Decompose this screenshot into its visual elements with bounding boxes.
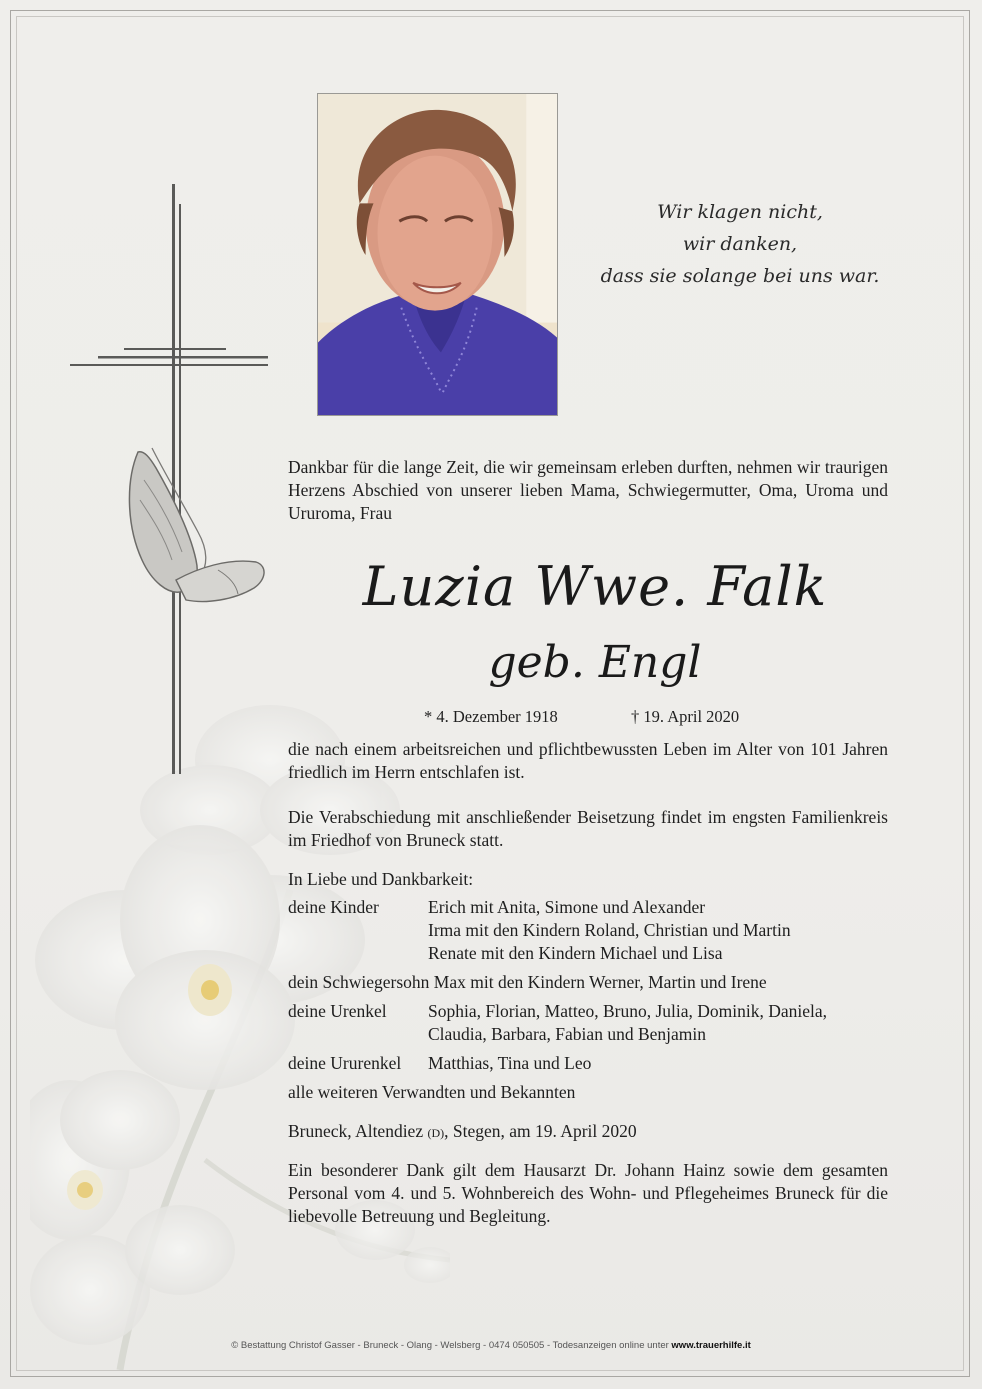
children-label: deine Kinder [288, 897, 379, 917]
deceased-name: Luzia Wwe. Falk [362, 555, 828, 618]
child-entry: Renate mit den Kindern Michael und Lisa [428, 943, 723, 963]
place-date-small: (D) [427, 1126, 445, 1140]
intro-text: Dankbar für die lange Zeit, die wir gemeinsam erleben durften, nehmen wir traurigen Herzens Abschied von unserer lieben Mama, Schwiegermutter, Oma, Uroma und Ururoma, Frau [288, 457, 888, 523]
quote-line: Wir klagen nicht, [657, 201, 823, 223]
passing-text: die nach einem arbeitsreichen und pflichtbewussten Leben im Alter von 101 Jahren friedlich im Herrn entschlafen ist. [288, 739, 888, 782]
place-date-after: , Stegen, am 19. April 2020 [444, 1121, 637, 1141]
child-entry: Erich mit Anita, Simone und Alexander [428, 897, 706, 917]
other-relatives-entry: alle weiteren Verwandten und Bekannten [288, 1082, 576, 1102]
birth-date: * 4. Dezember 1918 [424, 707, 558, 726]
quote-line: dass sie solange bei uns war. [600, 265, 880, 287]
great-grandchildren-entry: Sophia, Florian, Matteo, Bruno, Julia, Dominik, Daniela, [428, 1001, 828, 1021]
great-grandchildren-entry: Claudia, Barbara, Fabian und Benjamin [428, 1024, 706, 1044]
death-date: † 19. April 2020 [631, 707, 740, 726]
praying-hands-icon [129, 448, 264, 602]
mourners-heading: In Liebe und Dankbarkeit: [288, 869, 474, 889]
cross-icon [68, 180, 268, 780]
child-entry: Irma mit den Kindern Roland, Christian und Martin [428, 920, 791, 940]
footer-url-link[interactable]: www.trauerhilfe.it [671, 1340, 751, 1351]
orchid-flower-icon [30, 690, 450, 1370]
portrait-photo [317, 93, 558, 416]
great-great-grandchildren-entry: Matthias, Tina und Leo [428, 1053, 592, 1073]
great-grandchildren-label: deine Urenkel [288, 1001, 387, 1021]
footer [0, 1340, 982, 1351]
son-in-law-entry: dein Schwiegersohn Max mit den Kindern Werner, Martin und Irene [288, 972, 767, 992]
birth-name: geb. Engl [488, 637, 702, 688]
place-date [288, 1121, 637, 1142]
great-great-grandchildren-label: deine Ururenkel [288, 1053, 402, 1073]
footer-text: © Bestattung Christof Gasser - Bruneck - Olang - Welsberg - 0474 050505 - Todesanzeigen online unter [231, 1340, 672, 1351]
funeral-text: Die Verabschiedung mit anschließender Beisetzung findet im engsten Familienkreis im Friedhof von Bruneck statt. [288, 807, 888, 850]
thanks-text: Ein besonderer Dank gilt dem Hausarzt Dr. Johann Hainz sowie dem gesamten Personal vom 4. und 5. Wohnbereich des Wohn- und Pflegeheimes Bruneck für die liebevolle Betreuung und Begleitung. [288, 1160, 888, 1226]
quote-line: wir danken, [682, 233, 798, 255]
place-date-before: Bruneck, Altendiez [288, 1121, 428, 1141]
memorial-quote [600, 196, 880, 292]
